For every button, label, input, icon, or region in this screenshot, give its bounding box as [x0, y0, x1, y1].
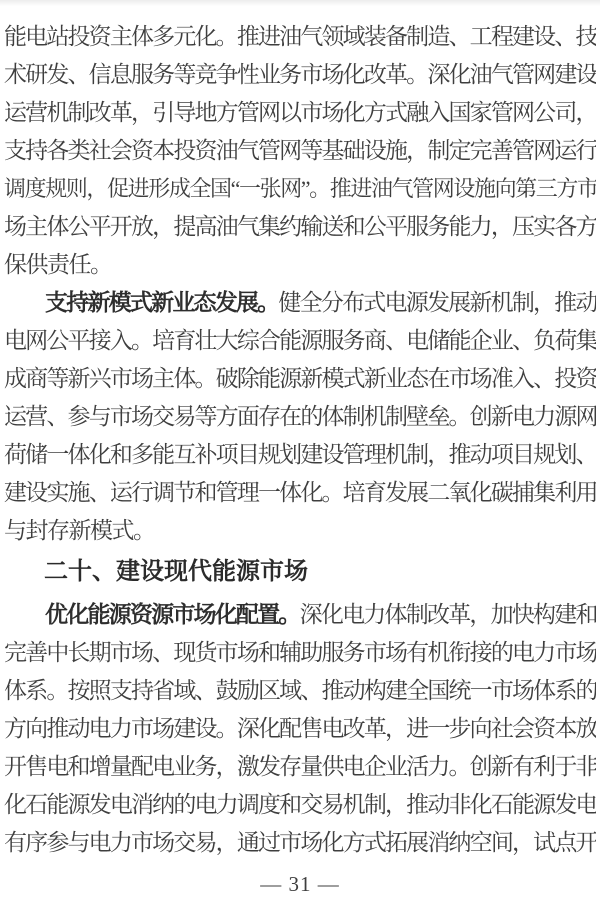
paragraph-energy-market	[4, 596, 596, 862]
text-line: 化石能源发电消纳的电力调度和交易机制，推动非化石能源发电	[4, 792, 596, 817]
page-number: — 31 —	[260, 872, 340, 896]
text-line: 建设实施、运行调节和管理一体化。培育发展二氧化碳捕集利用	[4, 480, 596, 505]
text-line: 支持各类社会资本投资油气管网等基础设施，制定完善管网运行	[4, 138, 596, 163]
paragraph-oil-gas-reform	[4, 18, 596, 284]
paragraph-lead: 支持新模式新业态发展。	[45, 290, 279, 315]
text-line: 保供责任。	[4, 252, 112, 277]
paragraph-lead-rest: 健全分布式电源发展新机制，推动	[278, 290, 596, 315]
text-line: 完善中长期市场、现货市场和辅助服务市场有机衔接的电力市场	[4, 640, 596, 665]
text-line: 运营、参与市场交易等方面存在的体制机制壁垒。创新电力源网	[4, 404, 596, 429]
text-line: 能电站投资主体多元化。推进油气领域装备制造、工程建设、技	[4, 24, 596, 49]
text-line: 术研发、信息服务等竞争性业务市场化改革。深化油气管网建设	[4, 62, 596, 87]
text-line: 调度规则，促进形成全国“一张网”。推进油气管网设施向第三方市	[4, 176, 596, 201]
text-line: 与封存新模式。	[4, 518, 155, 543]
text-line: 成商等新兴市场主体。破除能源新模式新业态在市场准入、投资	[4, 366, 596, 391]
page-footer	[0, 872, 600, 897]
text-line	[4, 284, 596, 322]
text-line: 方向推动电力市场建设。深化配售电改革，进一步向社会资本放	[4, 716, 596, 741]
text-line: 开售电和增量配电业务，激发存量供电企业活力。创新有利于非	[4, 754, 596, 779]
text-line: 有序参与电力市场交易，通过市场化方式拓展消纳空间，试点开	[4, 830, 596, 855]
text-line: 电网公平接入。培育壮大综合能源服务商、电储能企业、负荷集	[4, 328, 596, 353]
text-line: 场主体公平开放，提高油气集约输送和公平服务能力，压实各方	[4, 214, 596, 239]
paragraph-lead: 优化能源资源市场化配置。	[45, 602, 300, 627]
paragraph-lead-rest: 深化电力体制改革，加快构建和	[299, 602, 596, 627]
paragraph-new-models	[4, 284, 596, 550]
text-line	[4, 596, 596, 634]
text-line: 运营机制改革，引导地方管网以市场化方式融入国家管网公司，	[4, 100, 596, 125]
text-line: 体系。按照支持省域、鼓励区域、推动构建全国统一市场体系的	[4, 678, 596, 703]
text-line: 荷储一体化和多能互补项目规划建设管理机制，推动项目规划、	[4, 442, 596, 467]
section-heading: 二十、建设现代能源市场	[44, 558, 308, 585]
